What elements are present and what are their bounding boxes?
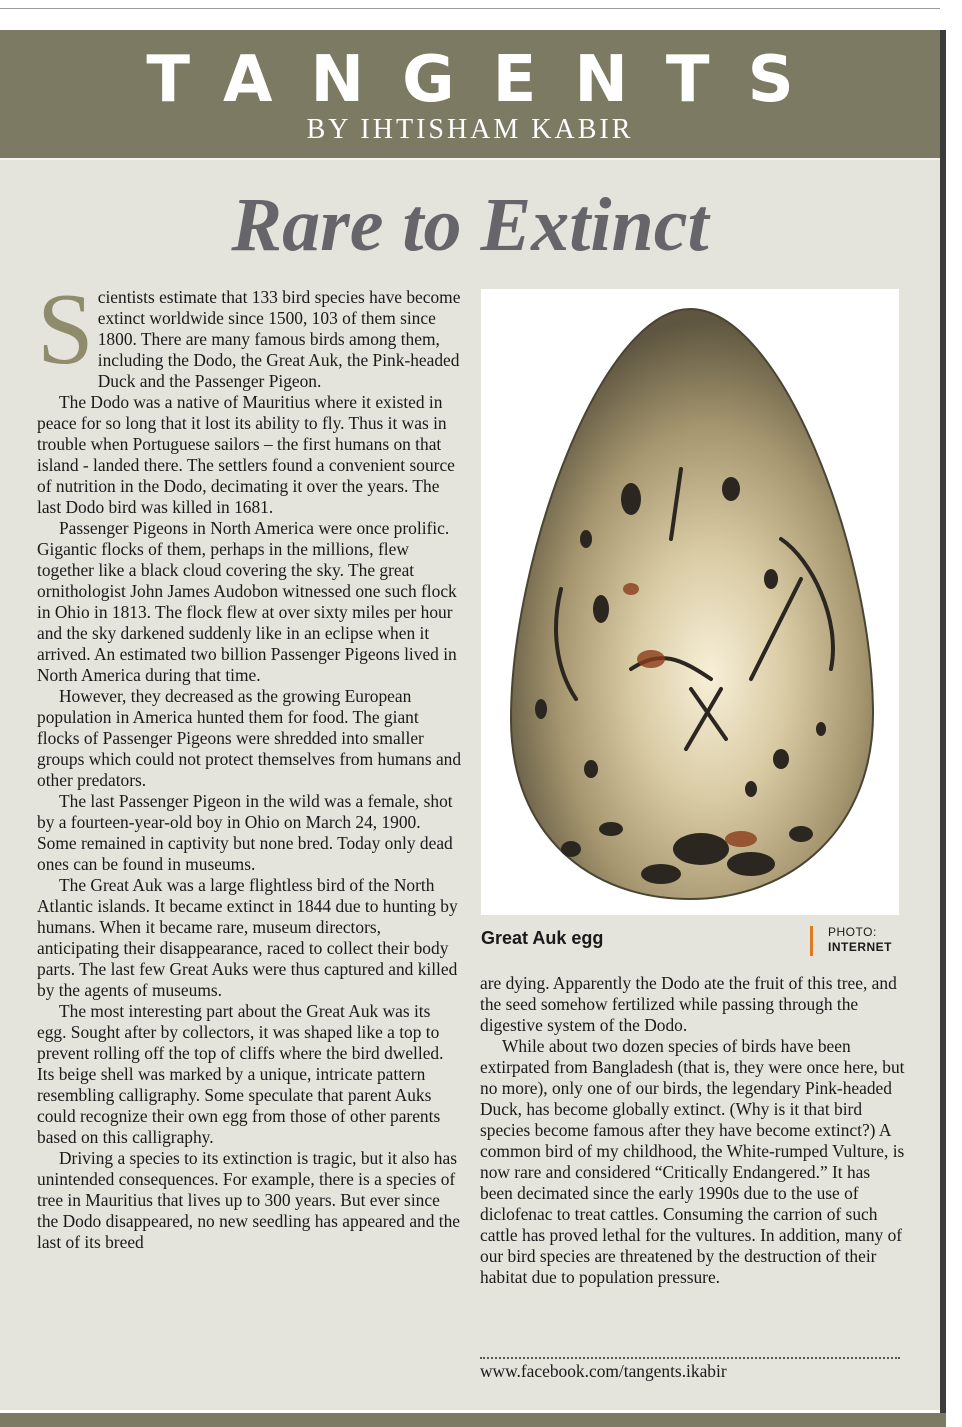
paragraph-6: The Great Auk was a large flightless bird of the North Atlantic islands. It became extinct in 1844 due to hunting by humans. When it became rare, museum directors, anticipating their disappearance, raced to collect their body parts. The last few Great Auks were thus captured and killed by the agents of museums.	[37, 875, 458, 1000]
paragraph-1: Scientists estimate that 133 bird species have become extinct worldwide since 1500, 103 of them since 1800. There are many famous birds among them, including the Dodo, the Great Auk, the Pink-headed Duck and the Passenger Pigeon.	[37, 273, 461, 391]
column-header	[0, 30, 940, 160]
photo-credit-label: PHOTO:	[828, 925, 877, 939]
egg-illustration	[481, 289, 899, 915]
drop-cap: S	[37, 273, 94, 386]
photo-caption: Great Auk egg	[481, 928, 604, 948]
footer-divider	[480, 1357, 900, 1359]
photo-credit-source: INTERNET	[828, 940, 892, 954]
byline: BY IHTISHAM KABIR	[306, 114, 634, 145]
paragraph-3: Passenger Pigeons in North America were once prolific. Gigantic flocks of them, perhaps in the millions, flew together like a black cloud covering the sky. The great ornithologist John James Audobon witnessed one such flock in Ohio in 1813. The flock flew at over sixty miles per hour and the sky darkened suddenly like in an eclipse when it arrived. An estimated two billion Passenger Pigeons lived in North America during that time.	[37, 518, 457, 685]
photo-credit	[828, 925, 908, 955]
paragraph-5: The last Passenger Pigeon in the wild was a female, shot by a fourteen-year-old boy in Ohio on March 24, 1900. Some remained in captivity but none bred. Today only dead ones can be found in museums.	[37, 791, 453, 874]
paragraph-9: are dying. Apparently the Dodo ate the fruit of this tree, and the seed somehow fertilized while passing through the digestive system of the Dodo.	[480, 973, 897, 1035]
article-column-left	[37, 273, 462, 1253]
paragraph-8: Driving a species to its extinction is tragic, but it also has unintended consequences. For example, there is a species of tree in Mauritius that lives up to 300 years. But ever since the Dodo disappeared, no new seedling has appeared and the last of its breed	[37, 1148, 461, 1252]
headline: Rare to Extinct	[231, 183, 709, 267]
paragraph-10: While about two dozen species of birds have been extirpated from Bangladesh (that is, they were once here, but no more), only one of our birds, the legendary Pink-headed Duck, has become globally extinct. (Why is it that bird species become famous after they have become extinct?) A common bird of my childhood, the White-rumped Vulture, is now rare and considered “Critically Endangered.” It has been decimated since the early 1990s due to the use of diclofenac to treat cattles. Consuming the carrion of such cattle has proved lethal for the vultures. In addition, many of our bird species are threatened by the destruction of their habitat due to population pressure.	[480, 1036, 905, 1287]
article-page	[0, 30, 940, 1410]
credit-accent-bar	[810, 926, 813, 956]
bottom-bar	[0, 1413, 946, 1427]
paragraph-7: The most interesting part about the Great Auk was its egg. Sought after by collectors, it was shaped like a top to prevent rolling off the top of cliffs where the bird dwelled. Its beige shell was marked by a unique, intricate pattern resembling calligraphy. Some speculate that parent Auks could recognize their own egg from those of other parents based on this calligraphy.	[37, 1001, 444, 1147]
great-auk-egg-photo	[481, 289, 899, 915]
paragraph-2: The Dodo was a native of Mauritius where it existed in peace for so long that it lost its ability to fly. Thus it was in trouble when Portuguese sailors – the first humans on that island - landed there. The settlers found a convenient source of nutrition in the Dodo, decimating it over the years. The last Dodo bird was killed in 1681.	[37, 392, 455, 517]
page-shadow	[940, 30, 946, 1420]
column-title: TANGENTS	[146, 43, 832, 117]
article-column-right	[480, 973, 905, 1288]
paragraph-4: However, they decreased as the growing European population in America hunted them for food. The giant flocks of Passenger Pigeons were shredded into smaller groups which could not protect themselves from humans and other predators.	[37, 686, 462, 790]
facebook-link[interactable]: www.facebook.com/tangents.ikabir	[480, 1361, 727, 1381]
top-rule	[0, 8, 940, 9]
